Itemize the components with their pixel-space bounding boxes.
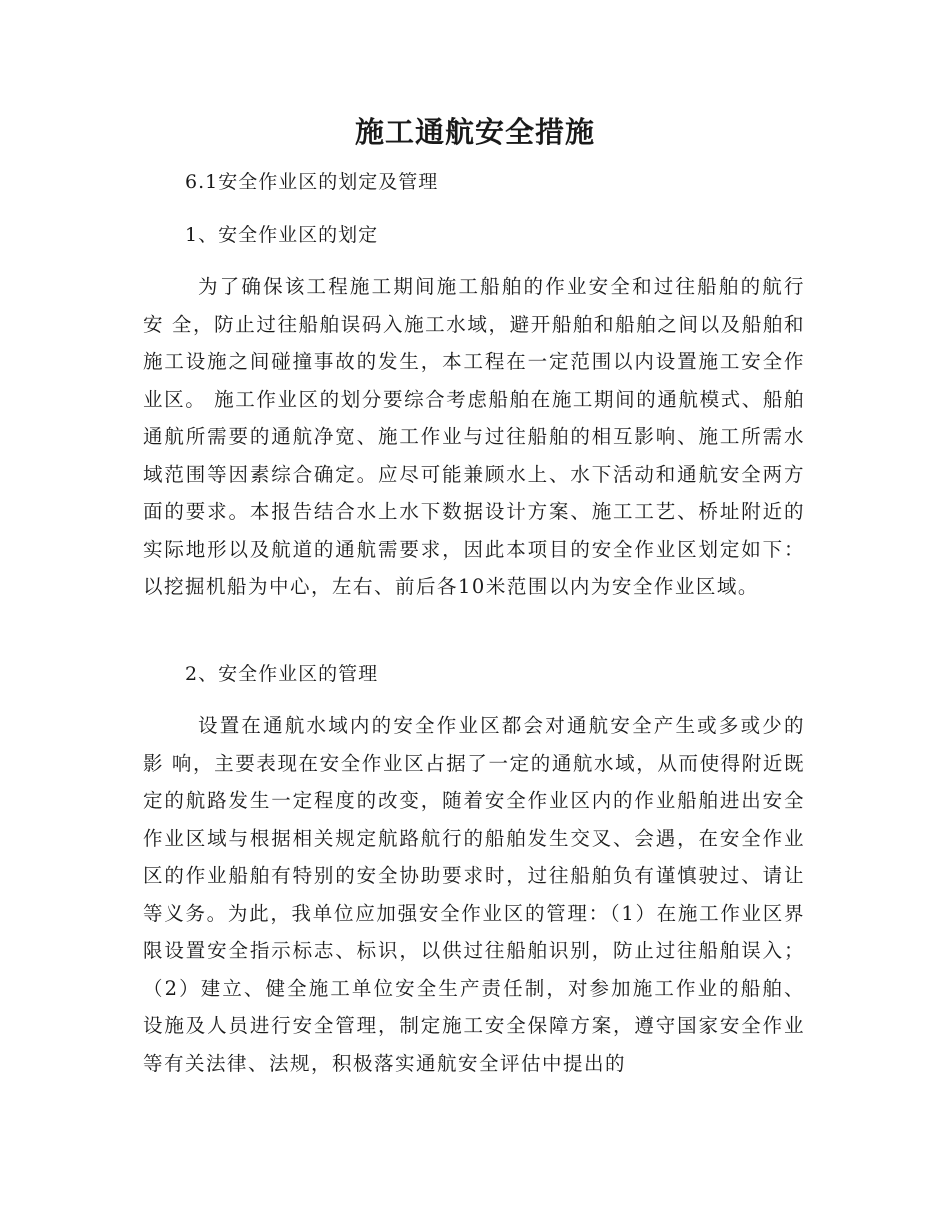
paragraph-1: 为了确保该工程施工期间施工船舶的作业安全和过往船舶的航行安 全，防止过往船舶误码入施工水域，避开船舶和船舶之间以及船舶和施工设施之间碰撞事故的发生，本工程在一定范围以内设置施工安全作业区。 施工作业区的划分要综合考虑船舶在施工期间的通航模式、船舶通航所需要的通航净宽、施工作业与过往船舶的相互影响、施工所需水域范围等因素综合确定。应尽可能兼顾水上、水下活动和通航安全两方面的要求。本报告结合水上水下数据设计方案、施工工艺、桥址附近的实际地形以及航道的通航需要求，因此本项目的安全作业区划定如下：以挖掘机船为中心，左右、前后各10米范围以内为安全作业区域。 [143,275,805,598]
subsection-heading-1: 1、安全作业区的划定 [185,224,379,246]
page-title: 施工通航安全措施 [354,115,595,149]
section-heading: 6.1安全作业区的划定及管理 [185,171,439,193]
subsection-heading-2: 2、安全作业区的管理 [185,663,379,685]
paragraph-2: 设置在通航水域内的安全作业区都会对通航安全产生或多或少的影 响，主要表现在安全作业区占据了一定的通航水域，从而使得附近既定的航路发生一定程度的改变，随着安全作业区内的作业船舶进出安全作业区域与根据相关规定航路航行的船舶发生交叉、会遇，在安全作业区的作业船舶有特别的安全协助要求时，过往船舶负有谨慎驶过、请让等义务。为此，我单位应加强安全作业区的管理：（1）在施工作业区界限设置安全指示标志、标识，以供过往船舶识别，防止过往船舶误入；（2）建立、健全施工单位安全生产责任制，对参加施工作业的船舶、设施及人员进行安全管理，制定施工安全保障方案，遵守国家安全作业等有关法律、法规，积极落实通航安全评估中提出的 [143,714,805,1075]
